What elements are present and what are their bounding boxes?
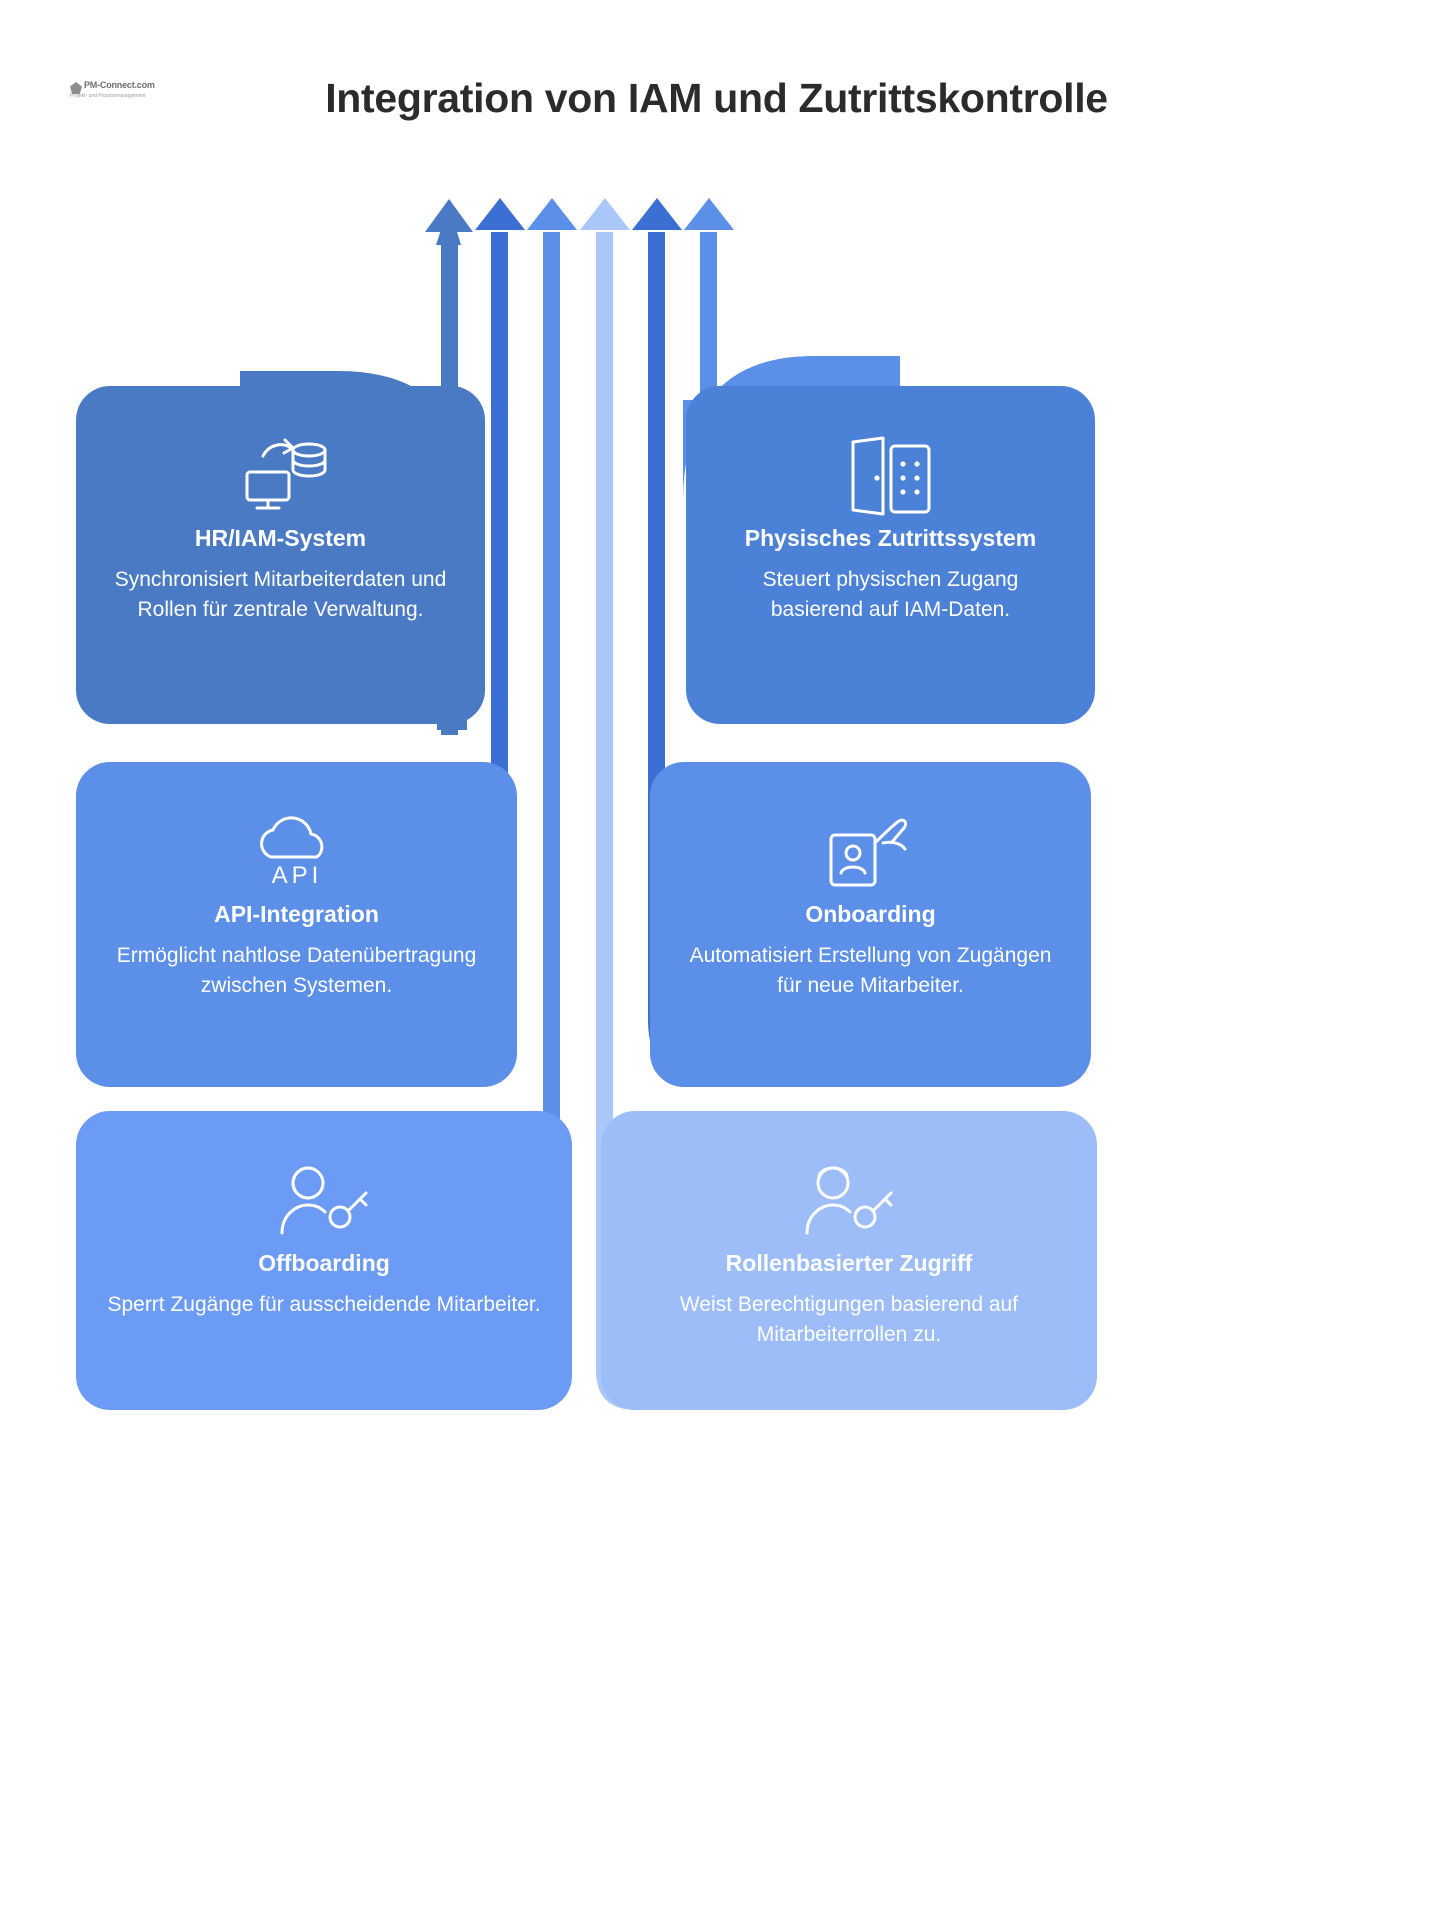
card-description: Ermöglicht nahtlose Datenübertragung zwischen Systemen. <box>116 944 477 998</box>
card-title: Onboarding <box>805 901 936 927</box>
card-physical-access[interactable] <box>686 386 1095 724</box>
person-key-icon <box>274 1153 374 1249</box>
card-title: API-Integration <box>214 901 379 927</box>
card-description: Synchronisiert Mitarbeiterdaten und Rollen für zentrale Verwaltung. <box>114 568 447 622</box>
card-description: Automatisiert Erstellung von Zugängen für neue Mitarbeiter. <box>689 944 1052 998</box>
page-title: Integration von IAM und Zutrittskontrolle <box>325 75 1108 121</box>
logo-subtitle: Projekt- und Prozessmanagement <box>70 93 146 99</box>
card-onboarding[interactable] <box>650 762 1091 1087</box>
door-access-icon <box>843 428 939 524</box>
card-description: Weist Berechtigungen basierend auf Mitarbeiterrollen zu. <box>679 1293 1019 1347</box>
database-sync-icon <box>227 428 335 524</box>
card-title: Rollenbasierter Zugriff <box>725 1250 973 1276</box>
card-title: HR/IAM-System <box>194 525 367 551</box>
card-offboarding[interactable] <box>76 1111 572 1410</box>
card-title: Physisches Zutrittssystem <box>744 525 1037 551</box>
person-key-role-icon <box>799 1153 899 1249</box>
card-description: Steuert physischen Zugang basierend auf IAM-Daten. <box>762 568 1019 622</box>
badge-hand-icon <box>823 804 919 900</box>
api-cloud-icon <box>245 804 349 900</box>
card-role-based-access[interactable] <box>601 1111 1097 1410</box>
card-hr-iam[interactable] <box>76 386 485 724</box>
card-description: Sperrt Zugänge für ausscheidende Mitarbeiter. <box>107 1293 541 1317</box>
card-title: Offboarding <box>258 1250 390 1276</box>
card-api-integration[interactable] <box>76 762 517 1087</box>
svg-text:API: API <box>271 862 322 889</box>
logo-text: PM-Connect.com <box>84 80 155 90</box>
